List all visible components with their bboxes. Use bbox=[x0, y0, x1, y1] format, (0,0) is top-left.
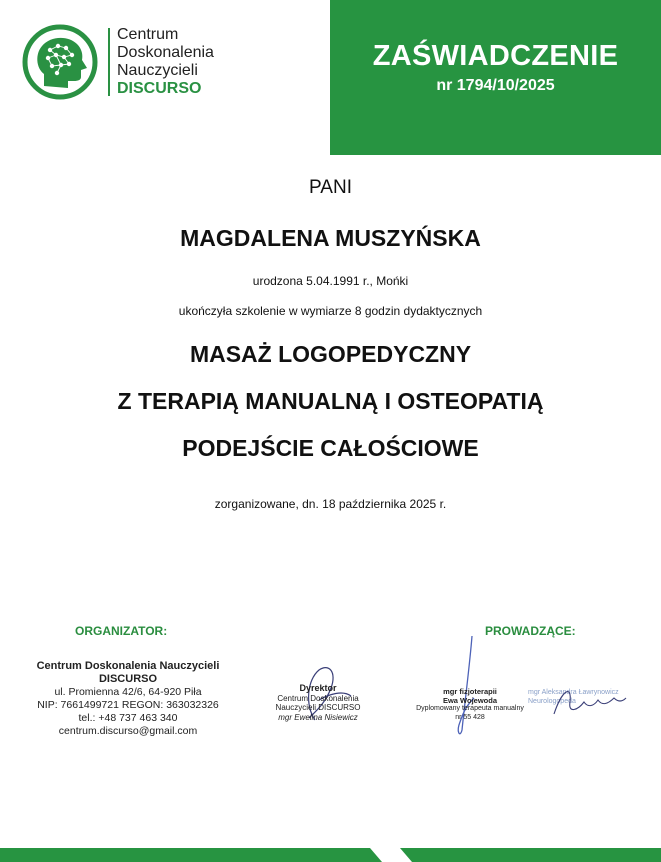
organizer-stamp bbox=[28, 660, 228, 738]
footer-stripe bbox=[0, 848, 661, 862]
recipient-name: MAGDALENA MUSZYŃSKA bbox=[180, 225, 481, 251]
lecturer-1-role: Dyplomowany terapeuta manualny bbox=[416, 705, 524, 712]
director-org-line-1: Centrum Doskonalenia bbox=[277, 693, 359, 703]
certificate-number: nr 1794/10/2025 bbox=[436, 77, 555, 94]
head-network-icon bbox=[22, 24, 98, 100]
lecturer-1-name: Ewa Wojewoda bbox=[442, 695, 498, 705]
director-stamp bbox=[262, 684, 374, 722]
course-title-line-1: MASAŻ LOGOPEDYCZNY bbox=[189, 341, 472, 367]
stamp-organization-brand: DISCURSO bbox=[98, 673, 158, 685]
course-title-line-3: PODEJŚCIE CAŁOŚCIOWE bbox=[182, 435, 479, 461]
director-org-line-2: Nauczycieli DISCURSO bbox=[275, 703, 361, 712]
logo-line-doskonalenia: Doskonalenia bbox=[117, 44, 214, 61]
certificate-title-box bbox=[330, 0, 661, 155]
lecturer-1-stamp bbox=[412, 688, 528, 722]
lecturer-2-role: Neurologopeda bbox=[528, 698, 576, 705]
stamp-phone: tel.: +48 737 463 340 bbox=[78, 712, 178, 724]
lecturer-1-title: mgr fizjoterapii bbox=[443, 687, 497, 696]
certificate-title: ZAŚWIADCZENIE bbox=[372, 40, 619, 72]
birth-info: urodzona 5.04.1991 r., Mońki bbox=[252, 274, 409, 288]
logo-text bbox=[117, 26, 214, 98]
logo-line-centrum: Centrum bbox=[117, 26, 179, 43]
stamp-organization-name: Centrum Doskonalenia Nauczycieli bbox=[36, 660, 220, 672]
lecturers-label: PROWADZĄCE: bbox=[485, 624, 576, 638]
stamp-address: ul. Promienna 42/6, 64-920 Piła bbox=[54, 686, 202, 698]
lecturer-2-name: mgr Aleksandra Ławrynowicz bbox=[528, 689, 619, 696]
organization-date: zorganizowane, dn. 18 października 2025 r. bbox=[214, 497, 447, 511]
organizer-label: ORGANIZATOR: bbox=[75, 624, 168, 638]
logo-line-nauczycieli: Nauczycieli bbox=[117, 62, 198, 79]
director-name: mgr Ewelina Nisiewicz bbox=[278, 712, 358, 722]
course-title-line-2: Z TERAPIĄ MANUALNĄ I OSTEOPATIĄ bbox=[117, 388, 544, 414]
stamp-tax-ids: NIP: 7661499721 REGON: 363032326 bbox=[37, 699, 219, 711]
logo-divider bbox=[108, 28, 110, 96]
director-title: Dyrektor bbox=[299, 683, 337, 693]
salutation: PANI bbox=[309, 177, 352, 198]
completion-statement: ukończyła szkolenie w wymiarze 8 godzin dydaktycznych bbox=[178, 304, 483, 318]
logo-line-brand: DISCURSO bbox=[117, 80, 202, 97]
lecturer-2-stamp bbox=[528, 688, 628, 706]
stamp-email: centrum.discurso@gmail.com bbox=[58, 725, 198, 737]
lecturer-1-number: nr 55 428 bbox=[455, 713, 485, 721]
organization-logo bbox=[22, 22, 232, 102]
